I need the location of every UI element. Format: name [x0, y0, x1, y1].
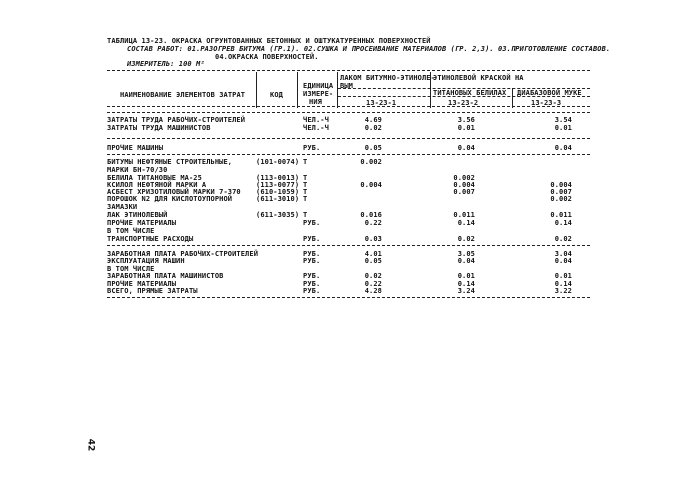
cell-v1: 4.01 [364, 250, 382, 258]
header-code-1: 13-23-1 [366, 99, 397, 107]
cell-unit: Т [303, 174, 308, 182]
cell-unit: РУБ. [303, 280, 321, 288]
cell-v2: 0.01 [457, 272, 475, 280]
cell-v2: 0.14 [457, 219, 475, 227]
cell-v2: 0.04 [457, 257, 475, 265]
cell-v1: 4.69 [364, 116, 382, 124]
header-code-2: 13-23-2 [448, 99, 479, 107]
cell-name: ТРАНСПОРТНЫЕ РАСХОДЫ [107, 235, 194, 243]
header-col-code: КОД [270, 91, 283, 99]
cell-v3: 0.01 [554, 124, 572, 132]
cell-v3: 0.007 [550, 188, 572, 196]
section-rule-3 [107, 245, 590, 246]
cell-name: В ТОМ ЧИСЛЕ [107, 227, 155, 235]
header-col-unit-1: ЕДИНИЦА [303, 82, 334, 90]
cell-v2: 0.011 [453, 211, 475, 219]
cell-unit: Т [303, 188, 308, 196]
cell-code: (113-0077) [256, 181, 300, 189]
header-group2b: ДИАБАЗОВОЙ МУКЕ [517, 89, 582, 97]
page-number: 42 [85, 438, 96, 452]
cell-v1: 0.004 [360, 181, 382, 189]
cell-v3: 3.54 [554, 116, 572, 124]
cell-v2: 0.01 [457, 124, 475, 132]
col-sep-5 [512, 88, 513, 108]
cell-unit: РУБ. [303, 250, 321, 258]
cell-v1: 4.28 [364, 287, 382, 295]
cell-name: ПОРОШОК N2 ДЛЯ КИСЛОТОУПОРНОЙ [107, 195, 233, 203]
cell-name: ЛАК ЭТИНОЛЕВЫЙ [107, 211, 168, 219]
header-group1-line1: ЛАКОМ БИТУМНО-ЭТИНОЛЕ- [340, 74, 435, 82]
cell-code: (611-3035) [256, 211, 300, 219]
cell-v2: 3.56 [457, 116, 475, 124]
cell-name: ЗАТРАТЫ ТРУДА МАШИНИСТОВ [107, 124, 211, 132]
cell-v3: 0.01 [554, 272, 572, 280]
cell-v3: 0.14 [554, 219, 572, 227]
cell-v2: 3.24 [457, 287, 475, 295]
col-sep-3 [337, 72, 338, 108]
cell-v3: 3.22 [554, 287, 572, 295]
cell-v3: 0.02 [554, 235, 572, 243]
cell-v1: 0.02 [364, 272, 382, 280]
cell-unit: ЧЕЛ.-Ч [303, 124, 329, 132]
cell-unit: Т [303, 181, 308, 189]
cell-v1: 0.002 [360, 158, 382, 166]
cell-name: БЕЛИЛА ТИТАНОВЫЕ МА-25 [107, 174, 202, 182]
header-col-name: НАИМЕНОВАНИЕ ЭЛЕМЕНТОВ ЗАТРАТ [120, 91, 246, 99]
header-col-unit-3: НИЯ [309, 98, 322, 106]
cell-code: (610-1059) [256, 188, 300, 196]
cell-name: ПРОЧИЕ МАТЕРИАЛЫ [107, 219, 177, 227]
table-bottom-rule [107, 297, 590, 298]
cell-name: В ТОМ ЧИСЛЕ [107, 265, 155, 273]
cell-name: ЗАРАБОТНАЯ ПЛАТА МАШИНИСТОВ [107, 272, 224, 280]
cell-name: МАРКИ БН-70/30 [107, 166, 168, 174]
section-rule-2 [107, 154, 590, 155]
cell-v2: 0.004 [453, 181, 475, 189]
cell-v3: 0.004 [550, 181, 572, 189]
cell-unit: Т [303, 158, 308, 166]
header-code-3: 13-23-3 [531, 99, 562, 107]
body-top-rule [107, 112, 590, 113]
cell-name: ЗАТРАТЫ ТРУДА РАБОЧИХ-СТРОИТЕЛЕЙ [107, 116, 246, 124]
cell-v3: 0.14 [554, 280, 572, 288]
cell-name: ПРОЧИЕ МАТЕРИАЛЫ [107, 280, 177, 288]
cell-v2: 3.05 [457, 250, 475, 258]
header-top-rule [107, 70, 590, 71]
cell-name: БИТУМЫ НЕФТЯНЫЕ СТРОИТЕЛЬНЫЕ, [107, 158, 233, 166]
cell-v3: 0.04 [554, 257, 572, 265]
cell-v3: 3.04 [554, 250, 572, 258]
header-group2: ЭТИНОЛЕВОЙ КРАСКОЙ НА [433, 74, 524, 82]
cell-v3: 0.04 [554, 144, 572, 152]
cell-name: ЗАРАБОТНАЯ ПЛАТА РАБОЧИХ-СТРОИТЕЛЕЙ [107, 250, 259, 258]
cell-code: (101-0074) [256, 158, 300, 166]
cell-v1: 0.016 [360, 211, 382, 219]
cell-unit: РУБ. [303, 144, 321, 152]
cell-code: (113-0013) [256, 174, 300, 182]
cell-v1: 0.22 [364, 219, 382, 227]
cell-v2: 0.007 [453, 188, 475, 196]
header-group1-line2: ВЫМ [340, 82, 353, 90]
cell-name: ПРОЧИЕ МАШИНЫ [107, 144, 164, 152]
cell-unit: РУБ. [303, 287, 321, 295]
cell-v1: 0.05 [364, 257, 382, 265]
header-col-unit-2: ИЗМЕРЕ- [303, 90, 334, 98]
cell-unit: РУБ. [303, 235, 321, 243]
cell-name: КСИЛОЛ НЕФТЯНОЙ МАРКИ А [107, 181, 207, 189]
section-rule-1 [107, 138, 590, 139]
cell-v3: 0.011 [550, 211, 572, 219]
cell-v2: 0.14 [457, 280, 475, 288]
cell-code: (611-3010) [256, 195, 300, 203]
cell-name: ЗАМАЗКИ [107, 203, 138, 211]
cell-unit: Т [303, 195, 308, 203]
col-sep-2 [297, 72, 298, 108]
cell-name: ВСЕГО, ПРЯМЫЕ ЗАТРАТЫ [107, 287, 198, 295]
cell-v1: 0.05 [364, 144, 382, 152]
cell-v2: 0.002 [453, 174, 475, 182]
cell-unit: Т [303, 211, 308, 219]
work-composition-line2: 04.ОКРАСКА ПОВЕРХНОСТЕЙ. [215, 53, 319, 61]
work-composition-line1: СОСТАВ РАБОТ: 01.РАЗОГРЕВ БИТУМА (ГР.1). 02.СУШКА И ПРОСЕИВАНИЕ МАТЕРИАЛОВ (ГР. 2,3). 03.ПРИГОТОВЛЕНИЕ СОСТАВОВ. [127, 45, 611, 53]
cell-unit: РУБ. [303, 219, 321, 227]
header-group2a: ТИТАНОВЫХ БЕЛИЛАХ [433, 89, 507, 97]
cell-v3: 0.002 [550, 195, 572, 203]
col-sep-1 [256, 72, 257, 108]
cell-v2: 0.02 [457, 235, 475, 243]
cell-name: ЭКСПЛУАТАЦИЯ МАШИН [107, 257, 185, 265]
cell-v1: 0.02 [364, 124, 382, 132]
cell-v1: 0.03 [364, 235, 382, 243]
cell-unit: ЧЕЛ.-Ч [303, 116, 329, 124]
cell-unit: РУБ. [303, 257, 321, 265]
cell-v2: 0.04 [457, 144, 475, 152]
measure-unit: ИЗМЕРИТЕЛЬ: 100 М² [127, 60, 205, 68]
table-title: ТАБЛИЦА 13-23. ОКРАСКА ОГРУНТОВАННЫХ БЕТОННЫХ И ОШТУКАТУРЕННЫХ ПОВЕРХНОСТЕЙ [107, 37, 431, 45]
cell-v1: 0.22 [364, 280, 382, 288]
header-bottom-rule [107, 106, 590, 107]
cell-name: АСБЕСТ ХРИЗОТИЛОВЫЙ МАРКИ 7-370 [107, 188, 241, 196]
cell-unit: РУБ. [303, 272, 321, 280]
